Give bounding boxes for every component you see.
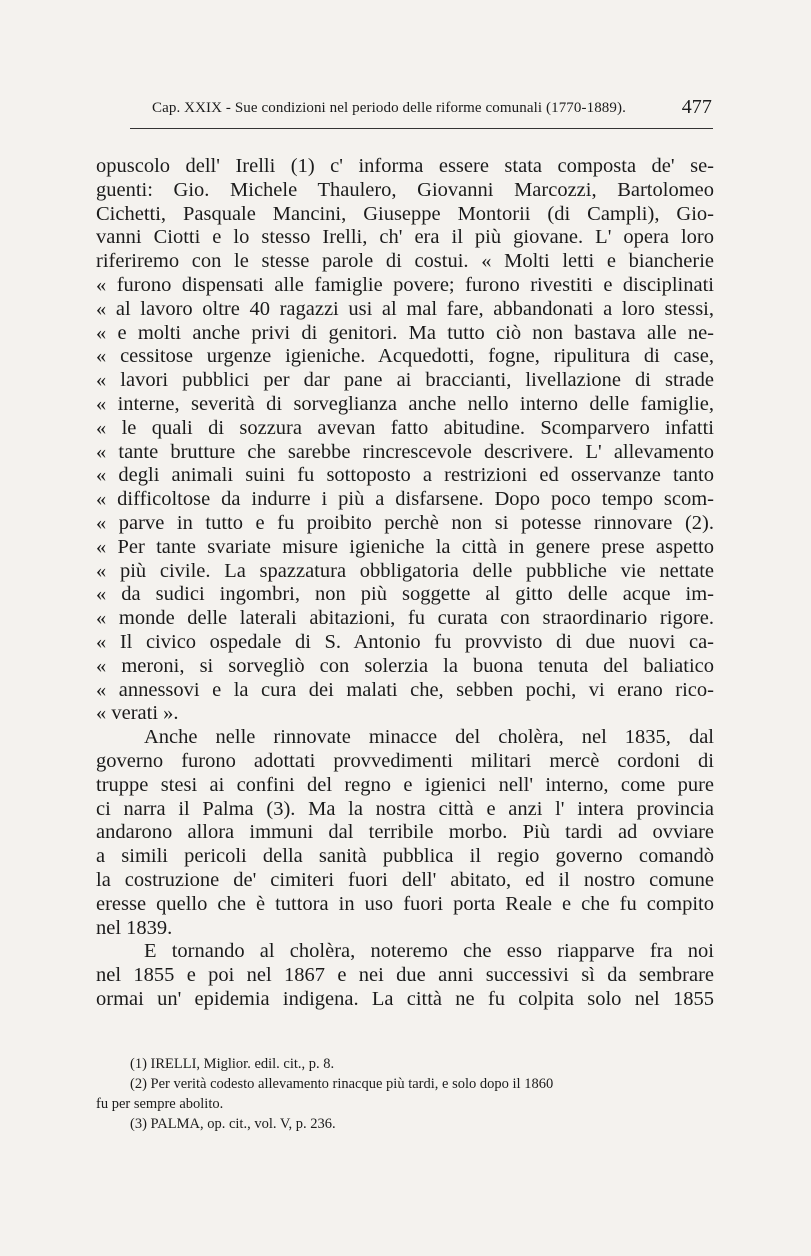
text-line: riferiremo con le stesse parole di costui. « Molti letti e biancherie (96, 250, 714, 273)
text-line: « difficoltose da indurre i più a disfarsene. Dopo poco tempo scom- (96, 488, 714, 511)
text-line: Anche nelle rinnovate minacce del cholèra, nel 1835, dal (144, 726, 714, 749)
text-line: opuscolo dell' Irelli (1) c' informa essere stata composta de' se- (96, 155, 714, 177)
page-number: 477 (681, 96, 712, 118)
text-line: « parve in tutto e fu proibito perchè non si potesse rinnovare (2). (96, 511, 714, 534)
text-line: « monde delle laterali abitazioni, fu curata con straordinario rigore. (96, 607, 714, 630)
text-line: « degli animali suini fu sottoposto a restrizioni ed osservanze tanto (96, 464, 714, 487)
text-line: vanni Ciotti e lo stesso Irelli, ch' era il più giovane. L' opera loro (96, 226, 714, 249)
footnote: (1) IRELLI, Miglior. edil. cit., p. 8. (130, 1056, 335, 1072)
text-line: « furono dispensati alle famiglie povere; furono rivestiti e disciplinati (96, 273, 714, 296)
text-line: « tante brutture che sarebbe rincrescevole descrivere. L' allevamento (96, 440, 714, 463)
text-line: a simili pericoli della sanità pubblica il regio governo comandò (96, 845, 714, 868)
text-line: « e molti anche privi di genitori. Ma tutto ciò non bastava alle ne- (96, 321, 714, 344)
text-line: « Il civico ospedale di S. Antonio fu provvisto di due nuovi ca- (96, 630, 714, 653)
text-line: « da sudici ingombri, non più soggette al gitto delle acque im- (96, 583, 714, 606)
body-text (96, 155, 714, 1012)
text-line: « Per tante svariate misure igieniche la città in genere prese aspetto (96, 535, 714, 558)
text-line: « le quali di sozzura avevan fatto abitudine. Scomparvero infatti (96, 416, 714, 439)
running-title: Cap. XXIX - Sue condizioni nel periodo delle riforme comunali (1770-1889). (152, 100, 626, 116)
text-line: andarono allora immuni dal terribile morbo. Più tardi ad ovviare (96, 821, 714, 844)
text-line: la costruzione de' cimiteri fuori dell' abitato, ed il nostro comune (96, 868, 714, 891)
footnote: fu per sempre abolito. (96, 1096, 224, 1112)
text-line: truppe stesi ai confini del regno e igienici nell' interno, come pure (96, 773, 714, 796)
text-line: « verati ». (96, 702, 179, 725)
text-line: « lavori pubblici per dar pane ai braccianti, livellazione di strade (96, 369, 714, 392)
text-line: ci narra il Palma (3). Ma la nostra città e anzi l' intera provincia (96, 797, 714, 820)
header-rule (130, 128, 713, 129)
footnotes (96, 1054, 714, 1134)
text-line: governo furono adottati provvedimenti militari mercè cordoni di (96, 749, 714, 772)
text-line: « annessovi e la cura dei malati che, sebben pochi, vi erano rico- (96, 678, 714, 701)
text-line: ormai un' epidemia indigena. La città ne fu colpita solo nel 1855 (96, 987, 714, 1010)
text-line: guenti: Gio. Michele Thaulero, Giovanni Marcozzi, Bartolomeo (96, 178, 714, 201)
running-head (152, 96, 712, 118)
text-line: « interne, severità di sorveglianza anche nello interno delle famiglie, (96, 392, 714, 415)
text-line: « più civile. La spazzatura obbligatoria delle pubbliche vie nettate (96, 559, 714, 582)
text-line: eresse quello che è tuttora in uso fuori porta Reale e che fu compito (96, 892, 714, 915)
text-line: E tornando al cholèra, noteremo che esso riapparve fra noi (144, 940, 714, 963)
text-line: Cichetti, Pasquale Mancini, Giuseppe Montorii (di Campli), Gio- (96, 202, 714, 225)
text-line: « al lavoro oltre 40 ragazzi usi al mal fare, abbandonati a loro stessi, (96, 297, 714, 320)
text-line: nel 1839. (96, 916, 173, 939)
text-line: « cessitose urgenze igieniche. Acquedotti, fogne, ripulitura di case, (96, 345, 714, 368)
footnote: (3) PALMA, op. cit., vol. V, p. 236. (130, 1116, 336, 1132)
text-line: « meroni, si sorvegliò con solerzia la buona tenuta del baliatico (96, 654, 714, 677)
footnote: (2) Per verità codesto allevamento rinacque più tardi, e solo dopo il 1860 (130, 1076, 554, 1092)
text-line: nel 1855 e poi nel 1867 e nei due anni successivi sì da sembrare (96, 964, 714, 987)
